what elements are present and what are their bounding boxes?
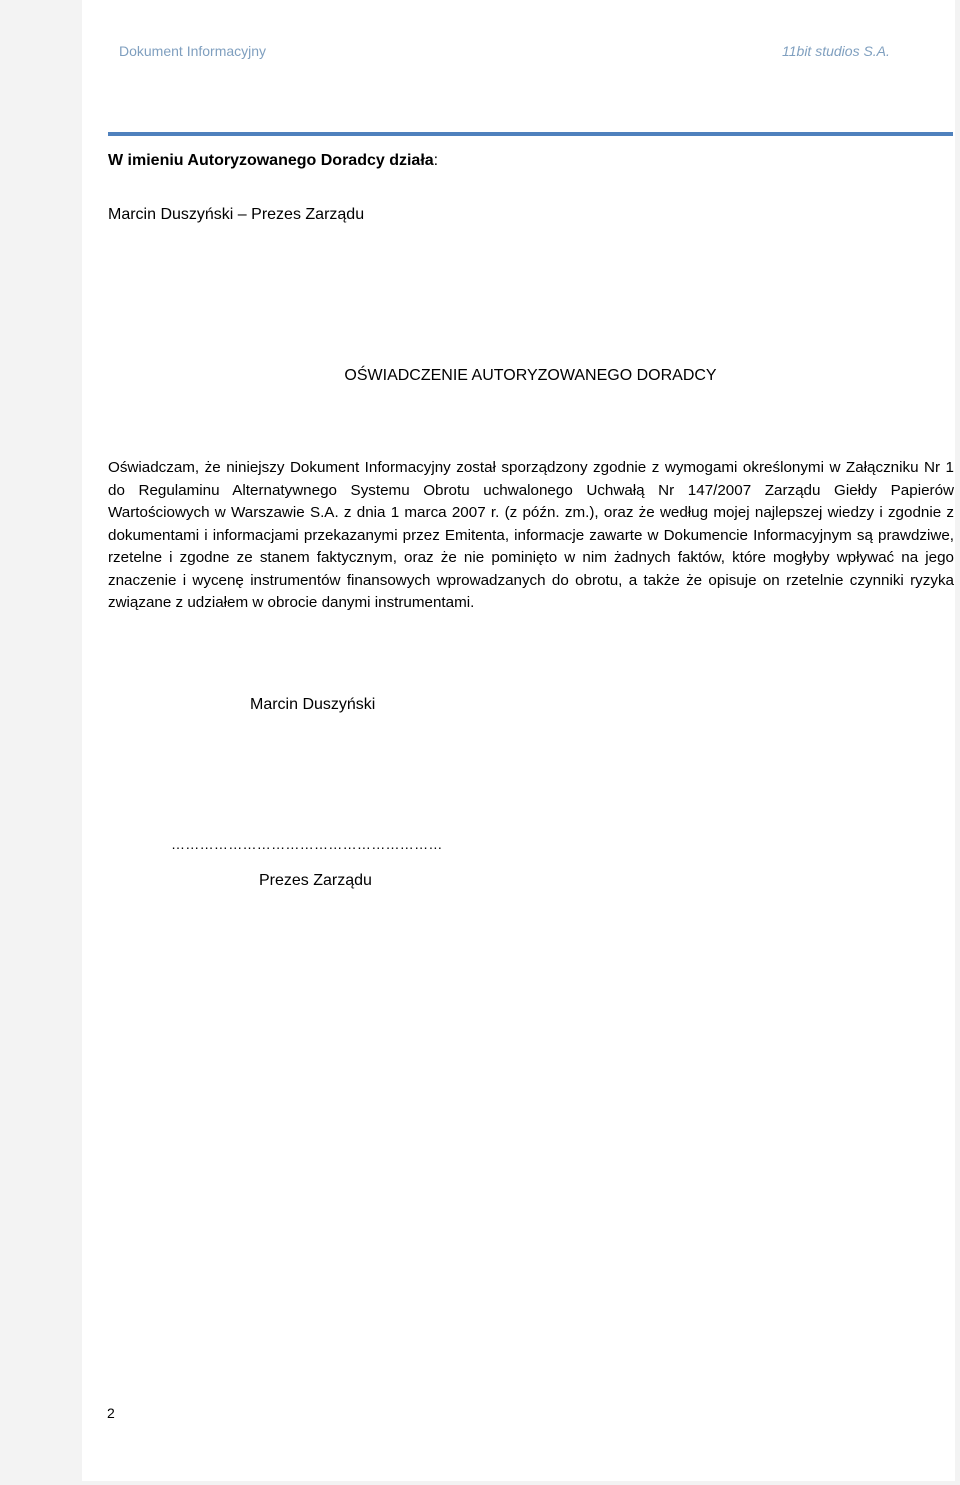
header-company-name: 11bit studios S.A. [782,43,890,59]
page-right-margin [955,0,960,1485]
acting-person: Marcin Duszyński – Prezes Zarządu [108,206,365,223]
acting-on-behalf-label [108,152,438,170]
header-document-title: Dokument Informacyjny [119,43,267,59]
statement-body: Oświadczam, że niniejszy Dokument Informacyjny został sporządzony zgodnie z wymogami określonymi w Załączniku Nr 1 do Regulaminu Alternatywnego Systemu Obrotu uchwalonego Uchwałą Nr 147/2007 Zarządu Giełdy Papierów Wartościowych w Warszawie S.A. z dnia 1 marca 2007 r. (z późn. zm.), oraz że według mojej najlepszej wiedzy i zgodnie z dokumentami i informacjami przekazanymi przez Emitenta, informacje zawarte w Dokumencie Informacyjnym są prawdziwe, rzetelne i zgodne ze stanem faktycznym, oraz że nie pominięto w nim żadnych faktów, które mogłyby wpływać na jego znaczenie i wycenę instrumentów finansowych wprowadzanych do obrotu, a także że opisuje on rzetelnie czynniki ryzyka związane z udziałem w obrocie danymi instrumentami. [108,459,954,611]
signer-name: Marcin Duszyński [250,696,376,713]
signature-line: ………………………………………………… [171,836,443,852]
acting-label-bold: W imieniu Autoryzowanego Doradcy działa [108,152,434,169]
header-divider [108,132,953,136]
page-left-margin [0,0,82,1485]
acting-label-suffix: : [433,152,439,169]
page-number: 2 [107,1405,115,1421]
page-bottom-margin [0,1481,960,1485]
statement-title: OŚWIADCZENIE AUTORYZOWANEGO DORADCY [344,367,717,384]
signer-role: Prezes Zarządu [259,872,372,889]
